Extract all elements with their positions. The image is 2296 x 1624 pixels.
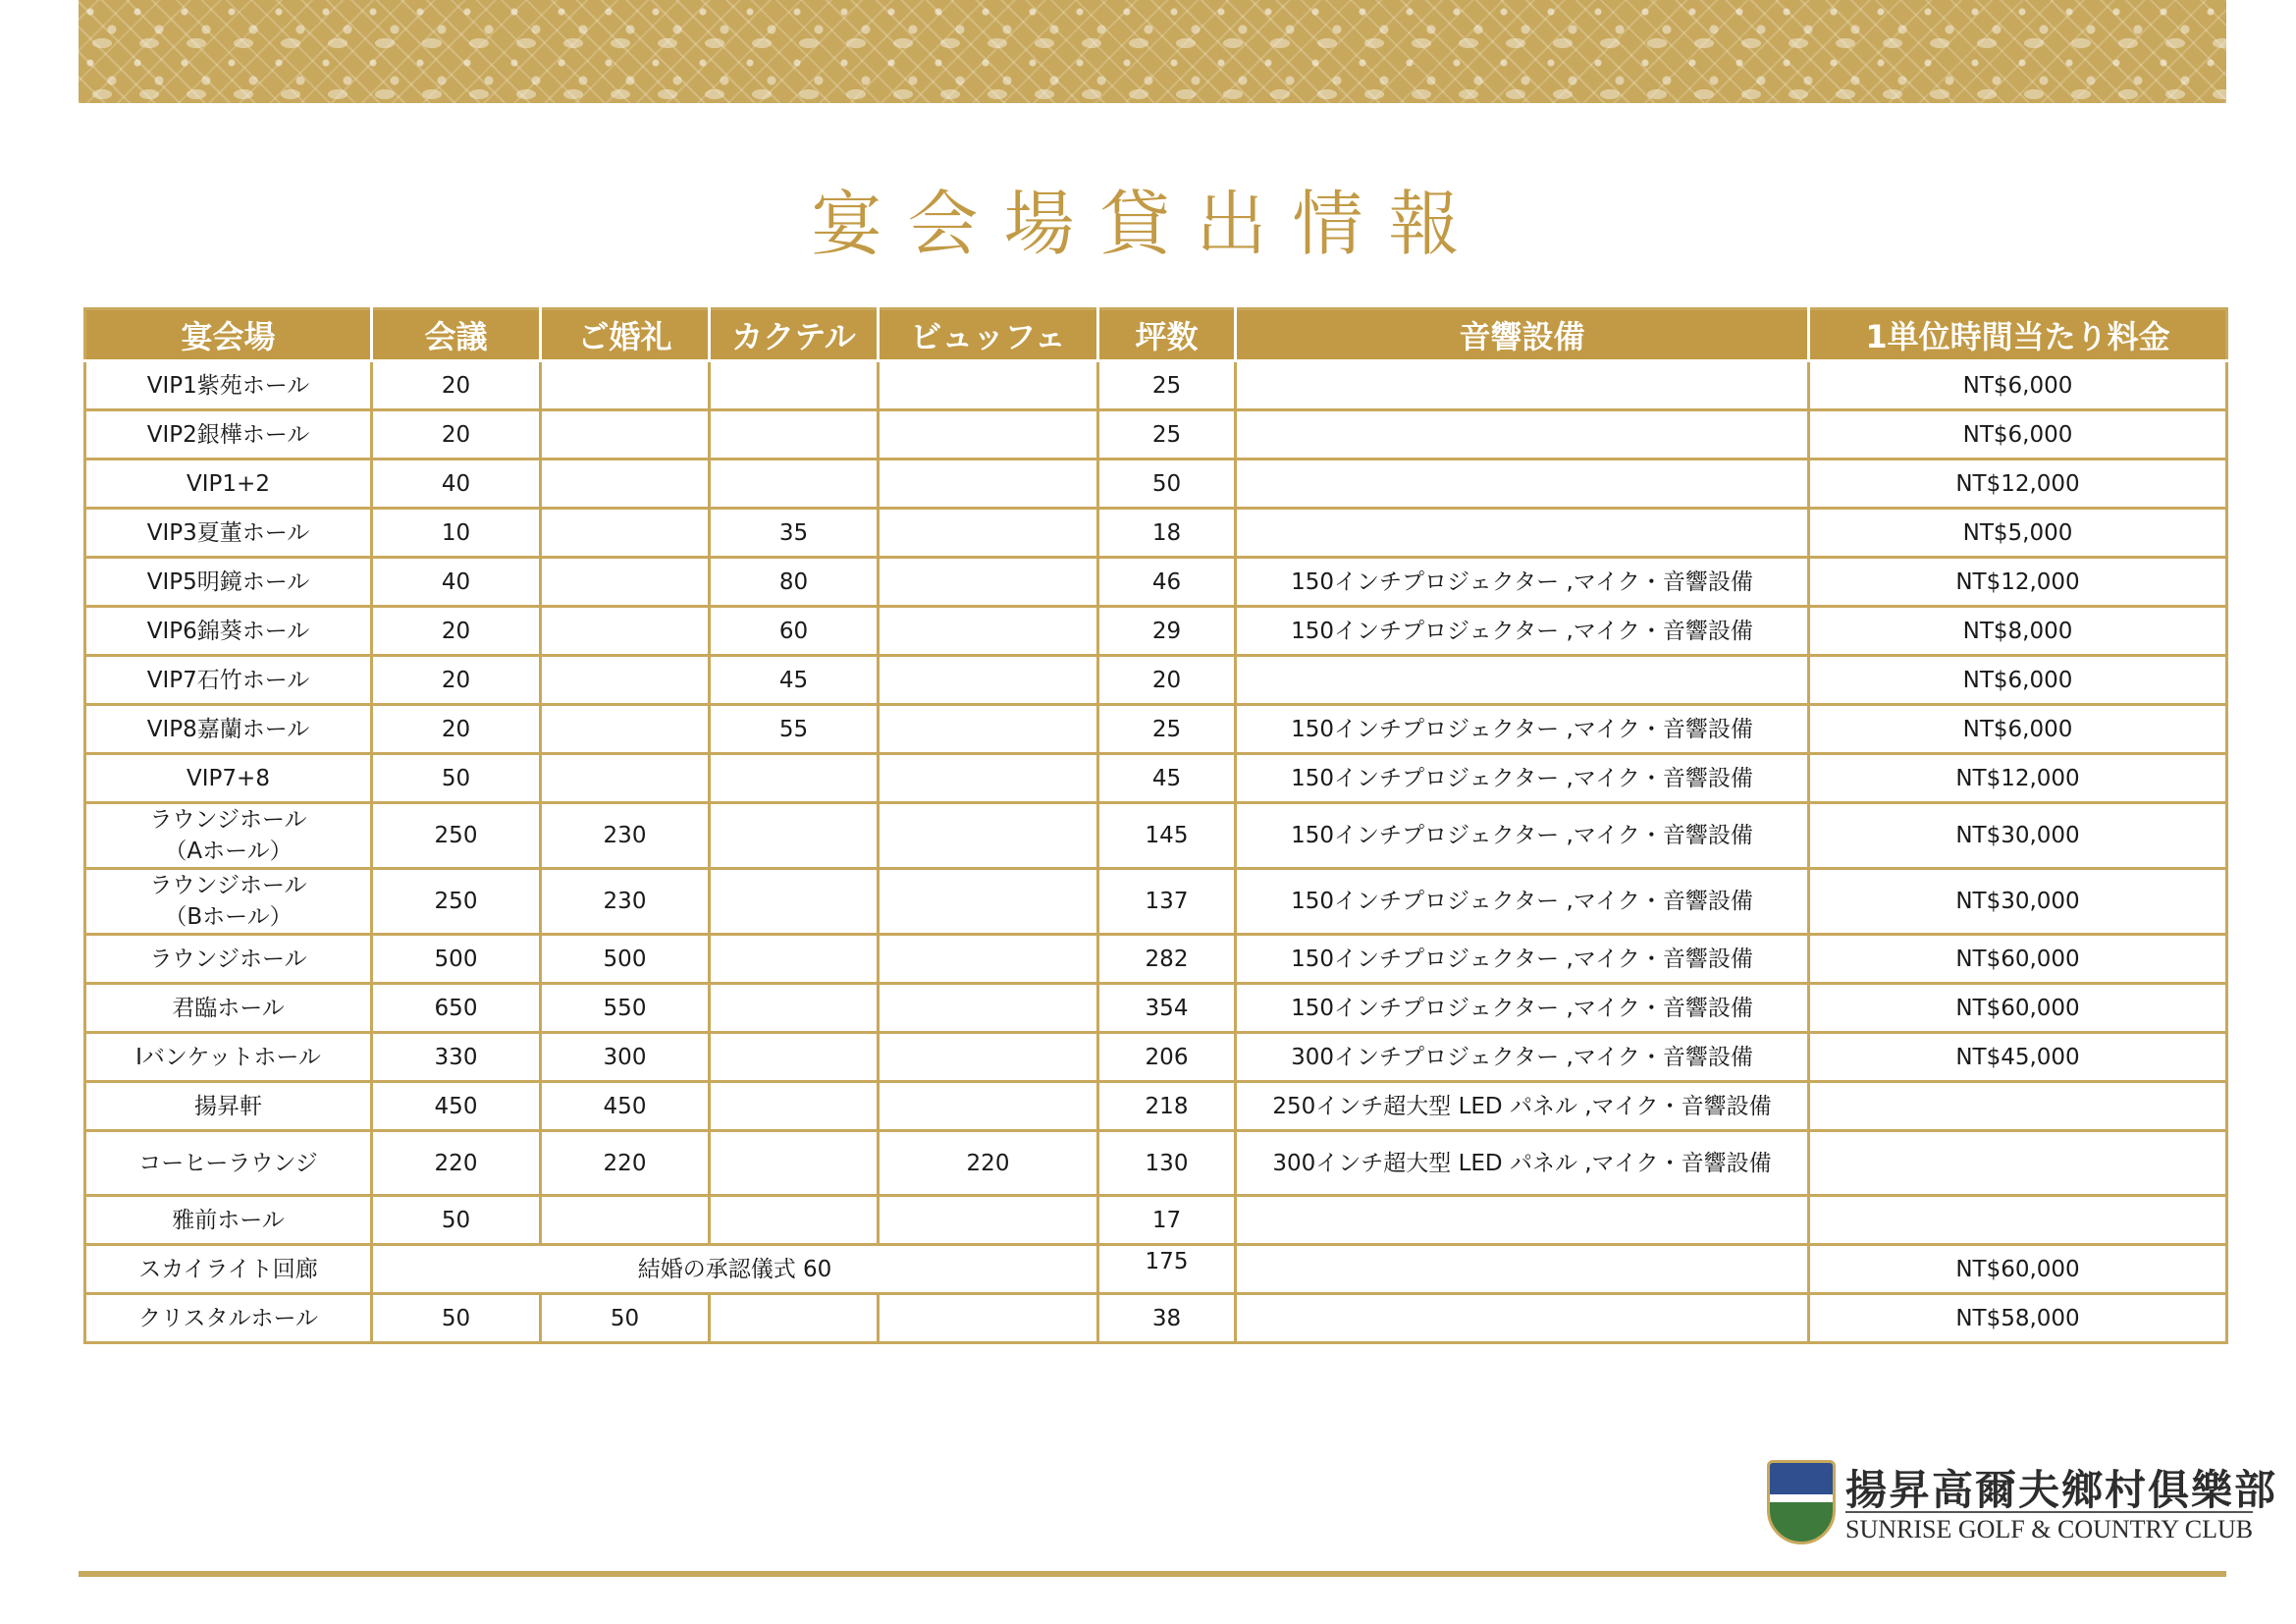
cell-buffet bbox=[879, 935, 1098, 984]
cell-av-equipment: 250インチ超大型 LED パネル ,マイク・音響設備 bbox=[1236, 1082, 1809, 1131]
cell-av-equipment: 150インチプロジェクター ,マイク・音響設備 bbox=[1236, 803, 1809, 869]
cell-buffet bbox=[879, 754, 1098, 803]
cell-hourly-rate: NT$58,000 bbox=[1809, 1294, 2227, 1343]
table-row bbox=[85, 935, 2227, 984]
table-header-row bbox=[85, 309, 2227, 361]
cell-venue: 雅前ホール bbox=[85, 1196, 372, 1245]
cell-cocktail bbox=[710, 361, 879, 410]
cell-cocktail: 35 bbox=[710, 509, 879, 558]
cell-cocktail bbox=[710, 1196, 879, 1245]
cell-area: 20 bbox=[1098, 656, 1236, 705]
table-row bbox=[85, 869, 2227, 935]
header-wedding: ご婚礼 bbox=[541, 309, 710, 361]
cell-buffet bbox=[879, 558, 1098, 607]
cell-av-equipment: 300インチプロジェクター ,マイク・音響設備 bbox=[1236, 1033, 1809, 1082]
cell-wedding bbox=[541, 656, 710, 705]
cell-meeting: 50 bbox=[372, 1294, 541, 1343]
cell-venue: コーヒーラウンジ bbox=[85, 1131, 372, 1196]
header-venue: 宴会場 bbox=[85, 309, 372, 361]
table-row bbox=[85, 1196, 2227, 1245]
bottom-divider bbox=[79, 1571, 2226, 1577]
cell-venue: VIP7石竹ホール bbox=[85, 656, 372, 705]
cell-area: 17 bbox=[1098, 1196, 1236, 1245]
cell-meeting: 250 bbox=[372, 869, 541, 935]
cell-area: 29 bbox=[1098, 607, 1236, 656]
cell-venue: 君臨ホール bbox=[85, 984, 372, 1033]
cell-av-equipment bbox=[1236, 1196, 1809, 1245]
cell-wedding: 230 bbox=[541, 803, 710, 869]
cell-venue: VIP7+8 bbox=[85, 754, 372, 803]
cell-cocktail: 80 bbox=[710, 558, 879, 607]
cell-meeting: 450 bbox=[372, 1082, 541, 1131]
header-meeting: 会議 bbox=[372, 309, 541, 361]
cell-buffet bbox=[879, 656, 1098, 705]
cell-buffet bbox=[879, 1196, 1098, 1245]
cell-hourly-rate: NT$6,000 bbox=[1809, 705, 2227, 754]
cell-av-equipment bbox=[1236, 509, 1809, 558]
cell-av-equipment: 150インチプロジェクター ,マイク・音響設備 bbox=[1236, 607, 1809, 656]
cell-hourly-rate: NT$45,000 bbox=[1809, 1033, 2227, 1082]
cell-buffet: 220 bbox=[879, 1131, 1098, 1196]
table-row bbox=[85, 656, 2227, 705]
cell-buffet bbox=[879, 1294, 1098, 1343]
table-row bbox=[85, 984, 2227, 1033]
cell-wedding: 550 bbox=[541, 984, 710, 1033]
cell-hourly-rate bbox=[1809, 1131, 2227, 1196]
cell-cocktail: 55 bbox=[710, 705, 879, 754]
table-row bbox=[85, 607, 2227, 656]
cell-venue: VIP8嘉蘭ホール bbox=[85, 705, 372, 754]
cell-venue: VIP1+2 bbox=[85, 460, 372, 509]
cell-area: 25 bbox=[1098, 361, 1236, 410]
cell-area: 18 bbox=[1098, 509, 1236, 558]
cell-meeting: 250 bbox=[372, 803, 541, 869]
cell-hourly-rate bbox=[1809, 1196, 2227, 1245]
cell-buffet bbox=[879, 361, 1098, 410]
decorative-pattern-band bbox=[79, 0, 2226, 103]
table-row bbox=[85, 754, 2227, 803]
cell-meeting: 20 bbox=[372, 607, 541, 656]
logo-chinese-name: 揚昇高爾夫鄉村俱樂部 bbox=[1845, 1466, 2278, 1514]
cell-wedding: 50 bbox=[541, 1294, 710, 1343]
cell-wedding bbox=[541, 705, 710, 754]
cell-av-equipment: 150インチプロジェクター ,マイク・音響設備 bbox=[1236, 754, 1809, 803]
cell-av-equipment: 150インチプロジェクター ,マイク・音響設備 bbox=[1236, 869, 1809, 935]
cell-wedding: 230 bbox=[541, 869, 710, 935]
cell-buffet bbox=[879, 1033, 1098, 1082]
cell-av-equipment bbox=[1236, 1294, 1809, 1343]
cell-area: 206 bbox=[1098, 1033, 1236, 1082]
cell-hourly-rate bbox=[1809, 1082, 2227, 1131]
cell-venue: Iバンケットホール bbox=[85, 1033, 372, 1082]
cell-av-equipment: 150インチプロジェクター ,マイク・音響設備 bbox=[1236, 558, 1809, 607]
table-row bbox=[85, 460, 2227, 509]
cell-av-equipment bbox=[1236, 656, 1809, 705]
cell-cocktail bbox=[710, 935, 879, 984]
cell-meeting: 20 bbox=[372, 656, 541, 705]
cell-venue: 揚昇軒 bbox=[85, 1082, 372, 1131]
cell-cocktail bbox=[710, 1294, 879, 1343]
cell-cocktail bbox=[710, 460, 879, 509]
cell-av-equipment bbox=[1236, 1245, 1809, 1294]
cell-area: 38 bbox=[1098, 1294, 1236, 1343]
cell-area: 282 bbox=[1098, 935, 1236, 984]
cell-buffet bbox=[879, 607, 1098, 656]
cell-wedding bbox=[541, 460, 710, 509]
cell-hourly-rate: NT$12,000 bbox=[1809, 460, 2227, 509]
cell-hourly-rate: NT$60,000 bbox=[1809, 1245, 2227, 1294]
cell-wedding: 450 bbox=[541, 1082, 710, 1131]
cell-meeting: 50 bbox=[372, 754, 541, 803]
cell-wedding: 500 bbox=[541, 935, 710, 984]
cell-hourly-rate: NT$6,000 bbox=[1809, 656, 2227, 705]
header-cocktail: カクテル bbox=[710, 309, 879, 361]
cell-av-equipment: 150インチプロジェクター ,マイク・音響設備 bbox=[1236, 984, 1809, 1033]
cell-merged-event: 結婚の承認儀式 60 bbox=[372, 1245, 1098, 1294]
cell-area: 25 bbox=[1098, 410, 1236, 460]
table-row bbox=[85, 361, 2227, 410]
cell-area: 130 bbox=[1098, 1131, 1236, 1196]
logo-english-name: SUNRISE GOLF & COUNTRY CLUB bbox=[1845, 1511, 2253, 1544]
cell-venue: ラウンジホール （Aホール） bbox=[85, 803, 372, 869]
cell-hourly-rate: NT$60,000 bbox=[1809, 935, 2227, 984]
cell-hourly-rate: NT$6,000 bbox=[1809, 361, 2227, 410]
cell-meeting: 40 bbox=[372, 558, 541, 607]
cell-av-equipment: 150インチプロジェクター ,マイク・音響設備 bbox=[1236, 705, 1809, 754]
cell-buffet bbox=[879, 803, 1098, 869]
cell-area: 137 bbox=[1098, 869, 1236, 935]
cell-meeting: 10 bbox=[372, 509, 541, 558]
cell-hourly-rate: NT$30,000 bbox=[1809, 869, 2227, 935]
cell-av-equipment bbox=[1236, 410, 1809, 460]
cell-area: 218 bbox=[1098, 1082, 1236, 1131]
table-row bbox=[85, 410, 2227, 460]
cell-av-equipment bbox=[1236, 460, 1809, 509]
page-title: 宴会場貸出情報 bbox=[811, 183, 1485, 265]
cell-hourly-rate: NT$6,000 bbox=[1809, 410, 2227, 460]
cell-cocktail bbox=[710, 754, 879, 803]
cell-venue: VIP6錦葵ホール bbox=[85, 607, 372, 656]
table-row bbox=[85, 1245, 2227, 1294]
cell-wedding bbox=[541, 754, 710, 803]
cell-cocktail bbox=[710, 1082, 879, 1131]
cell-venue: クリスタルホール bbox=[85, 1294, 372, 1343]
cell-cocktail bbox=[710, 1033, 879, 1082]
table-row bbox=[85, 1082, 2227, 1131]
cell-meeting: 20 bbox=[372, 705, 541, 754]
cell-cocktail bbox=[710, 803, 879, 869]
cell-meeting: 330 bbox=[372, 1033, 541, 1082]
club-crest-icon bbox=[1767, 1460, 1836, 1544]
cell-cocktail bbox=[710, 869, 879, 935]
table-row bbox=[85, 1294, 2227, 1343]
cell-buffet bbox=[879, 460, 1098, 509]
cell-meeting: 500 bbox=[372, 935, 541, 984]
cell-hourly-rate: NT$5,000 bbox=[1809, 509, 2227, 558]
table-row bbox=[85, 1131, 2227, 1196]
club-logo bbox=[1767, 1458, 2278, 1548]
header-buffet: ビュッフェ bbox=[879, 309, 1098, 361]
cell-area: 175 bbox=[1098, 1245, 1236, 1294]
cell-area: 50 bbox=[1098, 460, 1236, 509]
table-row bbox=[85, 803, 2227, 869]
cell-meeting: 40 bbox=[372, 460, 541, 509]
cell-buffet bbox=[879, 705, 1098, 754]
cell-area: 145 bbox=[1098, 803, 1236, 869]
cell-av-equipment bbox=[1236, 361, 1809, 410]
cell-hourly-rate: NT$30,000 bbox=[1809, 803, 2227, 869]
cell-av-equipment: 300インチ超大型 LED パネル ,マイク・音響設備 bbox=[1236, 1131, 1809, 1196]
cell-meeting: 50 bbox=[372, 1196, 541, 1245]
cell-buffet bbox=[879, 869, 1098, 935]
cell-av-equipment: 150インチプロジェクター ,マイク・音響設備 bbox=[1236, 935, 1809, 984]
cell-venue: ラウンジホール bbox=[85, 935, 372, 984]
cell-buffet bbox=[879, 1082, 1098, 1131]
cell-cocktail: 45 bbox=[710, 656, 879, 705]
table-row bbox=[85, 705, 2227, 754]
table-row bbox=[85, 1033, 2227, 1082]
table-row bbox=[85, 509, 2227, 558]
cell-hourly-rate: NT$60,000 bbox=[1809, 984, 2227, 1033]
cell-cocktail: 60 bbox=[710, 607, 879, 656]
cell-cocktail bbox=[710, 1131, 879, 1196]
cell-hourly-rate: NT$12,000 bbox=[1809, 558, 2227, 607]
cell-area: 45 bbox=[1098, 754, 1236, 803]
cell-hourly-rate: NT$8,000 bbox=[1809, 607, 2227, 656]
cell-hourly-rate: NT$12,000 bbox=[1809, 754, 2227, 803]
cell-wedding bbox=[541, 558, 710, 607]
cell-wedding bbox=[541, 509, 710, 558]
cell-meeting: 650 bbox=[372, 984, 541, 1033]
cell-wedding: 300 bbox=[541, 1033, 710, 1082]
cell-meeting: 20 bbox=[372, 410, 541, 460]
header-hourly-rate: 1単位時間当たり料金 bbox=[1809, 309, 2227, 361]
cell-buffet bbox=[879, 410, 1098, 460]
header-av-equipment: 音響設備 bbox=[1236, 309, 1809, 361]
cell-buffet bbox=[879, 984, 1098, 1033]
cell-wedding bbox=[541, 410, 710, 460]
cell-area: 354 bbox=[1098, 984, 1236, 1033]
header-area: 坪数 bbox=[1098, 309, 1236, 361]
venue-rental-table bbox=[83, 307, 2228, 1344]
cell-wedding: 220 bbox=[541, 1131, 710, 1196]
cell-venue: スカイライト回廊 bbox=[85, 1245, 372, 1294]
cell-venue: VIP3夏董ホール bbox=[85, 509, 372, 558]
table-row bbox=[85, 558, 2227, 607]
cell-area: 46 bbox=[1098, 558, 1236, 607]
cell-area: 25 bbox=[1098, 705, 1236, 754]
cell-meeting: 20 bbox=[372, 361, 541, 410]
cell-cocktail bbox=[710, 984, 879, 1033]
cell-venue: VIP2銀樺ホール bbox=[85, 410, 372, 460]
cell-buffet bbox=[879, 509, 1098, 558]
cell-cocktail bbox=[710, 410, 879, 460]
cell-venue: VIP1紫苑ホール bbox=[85, 361, 372, 410]
cell-wedding bbox=[541, 361, 710, 410]
cell-venue: ラウンジホール （Bホール） bbox=[85, 869, 372, 935]
cell-venue: VIP5明鏡ホール bbox=[85, 558, 372, 607]
cell-wedding bbox=[541, 607, 710, 656]
cell-meeting: 220 bbox=[372, 1131, 541, 1196]
cell-wedding bbox=[541, 1196, 710, 1245]
